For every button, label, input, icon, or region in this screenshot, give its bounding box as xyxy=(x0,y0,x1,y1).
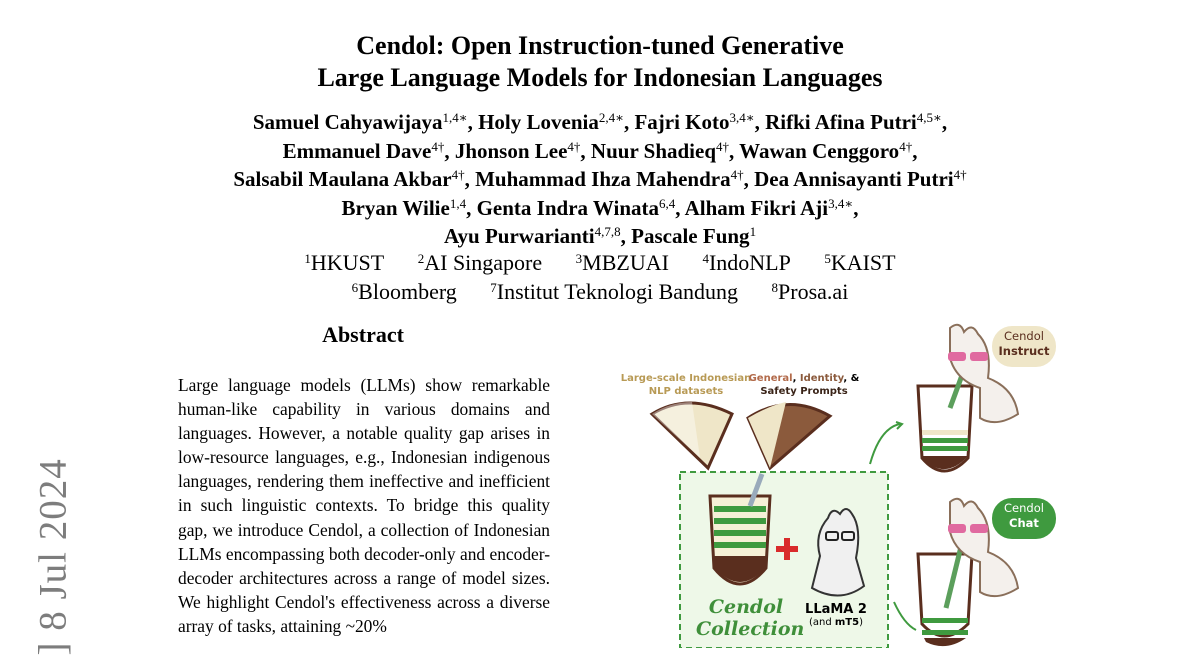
affiliation-name: AI Singapore xyxy=(424,250,543,275)
author-sup: 1,4∗ xyxy=(442,110,468,125)
llama-label-line-1: LLaMA 2 xyxy=(805,602,867,617)
affiliation-num: 5 xyxy=(824,251,831,266)
author-name: Wawan Cenggoro xyxy=(739,138,900,163)
llama-label xyxy=(796,602,876,628)
author-sup: 4† xyxy=(953,167,967,182)
prompts-general: General xyxy=(748,373,793,384)
instruct-badge-line-1: Cendol xyxy=(1004,329,1044,343)
abstract-text: Large language models (LLMs) show remarkable human-like capability in various domains and languages. However, a notable quality gap arises in low-resource languages, e.g., Indonesian indigenous languages, rendering them ineffective and inefficient in such linguistic contexts. To bridge this quality gap, we introduce Cendol, a collection of Indonesian LLMs encompassing both decoder-only and encoder-decoder architectures across a range of model sizes. We highlight Cendol's effectiveness across a diverse array of tasks, attaining ~20% xyxy=(178,375,550,636)
affiliation-name: MBZUAI xyxy=(582,250,669,275)
prompts-label-line-2: Safety Prompts xyxy=(760,386,848,397)
nlp-datasets-label xyxy=(616,372,756,398)
author-name: Dea Annisayanti Putri xyxy=(754,167,954,191)
title-line-1: Cendol: Open Instruction-tuned Generative xyxy=(356,31,844,60)
affiliation-num: 7 xyxy=(490,279,497,295)
affiliation xyxy=(824,250,895,275)
cendol-chat-badge xyxy=(992,498,1056,539)
author-name: Muhammad Ihza Mahendra xyxy=(475,167,731,191)
author-sup: 2,4∗ xyxy=(598,110,624,125)
author-name: Bryan Wilie xyxy=(341,195,450,220)
affiliation-name: IndoNLP xyxy=(708,250,791,275)
author-name: Alham Fikri Aji xyxy=(684,195,829,220)
overview-figure xyxy=(600,318,1070,648)
author-name: Samuel Cahyawijaya xyxy=(252,110,443,134)
chat-badge-line-2: Chat xyxy=(1009,516,1039,530)
cendol-collection-label xyxy=(696,596,805,640)
affiliation-num: 6 xyxy=(351,279,359,295)
affiliation-num: 8 xyxy=(771,279,779,295)
prompts-label xyxy=(746,372,862,398)
llama-label-mt5: mT5 xyxy=(834,617,860,628)
author-name: Holy Lovenia xyxy=(478,110,599,134)
affiliation xyxy=(490,279,738,304)
collection-label-line-1: Cendol xyxy=(708,596,784,618)
author-line-2: Emmanuel Dave$^{4\dagger}$, Jhonson Lee$^{4\dagger}$, Nuur Shadieq$^{4\dagger}$, Wawan Cenggoro$^{4\dagger}$, xyxy=(282,138,918,163)
author-sup: 4† xyxy=(567,138,581,154)
nlp-datasets-label-line-1: Large-scale Indonesian xyxy=(620,373,752,384)
affiliation xyxy=(418,250,542,275)
affiliation-num: 1 xyxy=(304,251,311,266)
affiliation xyxy=(702,250,790,275)
author-name: Jhonson Lee xyxy=(454,138,568,163)
author-name: Rifki Afina Putri xyxy=(765,110,917,134)
affiliation xyxy=(772,279,849,304)
chat-badge-line-1: Cendol xyxy=(1004,501,1044,515)
author-line-3: Salsabil Maulana Akbar$^{4\dagger}$, Muhammad Ihza Mahendra$^{4\dagger}$, Dea Annisayanti Putri$^{4\dagger}$ xyxy=(233,167,967,191)
author-sup: 1 xyxy=(749,224,757,239)
affiliation-num: 2 xyxy=(417,251,425,266)
arxiv-stamp xyxy=(31,440,75,656)
affiliation-num: 4 xyxy=(702,251,709,266)
arxiv-stamp-text: ] 8 Jul 2024 xyxy=(31,458,75,656)
nlp-datasets-bowl-icon xyxy=(652,402,732,468)
affiliation xyxy=(304,250,384,275)
abstract-heading: Abstract xyxy=(322,322,404,347)
prompts-identity: Identity xyxy=(799,373,844,384)
llama-label-line-2 xyxy=(796,617,876,628)
affiliation xyxy=(352,279,457,304)
arrow-to-instruct-icon xyxy=(870,424,900,464)
affiliation-line-1 xyxy=(0,249,1200,278)
affiliation-line-2 xyxy=(0,278,1200,307)
affiliation-name: Institut Teknologi Bandung xyxy=(496,278,739,304)
affiliation-name: KAIST xyxy=(830,250,896,275)
author-sup: 4† xyxy=(899,138,913,154)
affiliation-list xyxy=(0,249,1200,306)
instruct-badge-line-2: Instruct xyxy=(998,344,1050,358)
affiliation xyxy=(576,250,669,275)
author-sup: 4† xyxy=(716,138,730,154)
llama-label-and: (and xyxy=(808,617,835,628)
author-sup: 4† xyxy=(431,138,445,154)
prompts-label-line-1 xyxy=(746,372,862,385)
author-name: Fajri Koto xyxy=(634,110,730,134)
affiliation-name: Bloomberg xyxy=(358,278,457,304)
author-sup: 1,4 xyxy=(449,195,467,211)
affiliation-num: 3 xyxy=(575,251,583,266)
author-name: Salsabil Maulana Akbar xyxy=(233,167,452,191)
arrow-to-chat-icon xyxy=(894,602,916,630)
affiliation-name: HKUST xyxy=(310,250,385,275)
author-sup: 4† xyxy=(451,167,465,182)
figure-illustration xyxy=(600,318,1070,648)
llama-label-close: ) xyxy=(859,617,863,628)
author-line-1: Samuel Cahyawijaya$^{1,4∗}$, Holy Lovenia$^{2,4∗}$, Fajri Koto$^{3,4∗}$, Rifki Afina Putri$^{4,5∗}$, xyxy=(252,110,948,134)
author-name: Pascale Fung xyxy=(631,224,750,248)
paper-title xyxy=(0,30,1200,94)
prompts-bowl-icon xyxy=(748,402,830,468)
collection-label-line-2: Collection xyxy=(696,618,805,640)
author-sup: 3,4∗ xyxy=(828,195,854,211)
prompts-sep-2: , & xyxy=(843,373,860,384)
title-line-2: Large Language Models for Indonesian Languages xyxy=(317,63,883,92)
author-name: Emmanuel Dave xyxy=(282,138,432,163)
author-sup: 3,4∗ xyxy=(729,110,755,125)
nlp-datasets-label-line-2: NLP datasets xyxy=(648,386,724,397)
author-name: Nuur Shadieq xyxy=(590,138,717,163)
prompts-sep: , xyxy=(792,373,800,384)
author-line-5: Ayu Purwarianti$^{4,7,8}$, Pascale Fung$^1$ xyxy=(443,224,757,248)
author-sup: 6,4 xyxy=(659,195,676,211)
author-line-4: Bryan Wilie$^{1,4}$, Genta Indra Winata$^{6,4}$, Alham Fikri Aji$^{3,4∗}$, xyxy=(341,195,859,220)
author-name: Ayu Purwarianti xyxy=(443,224,595,248)
author-name: Genta Indra Winata xyxy=(476,195,660,220)
affiliation-name: Prosa.ai xyxy=(778,278,849,304)
cendol-instruct-badge xyxy=(992,326,1056,367)
author-list xyxy=(0,108,1200,251)
author-sup: 4† xyxy=(730,167,744,182)
author-sup: 4,7,8 xyxy=(594,224,621,239)
author-sup: 4,5∗ xyxy=(916,110,942,125)
